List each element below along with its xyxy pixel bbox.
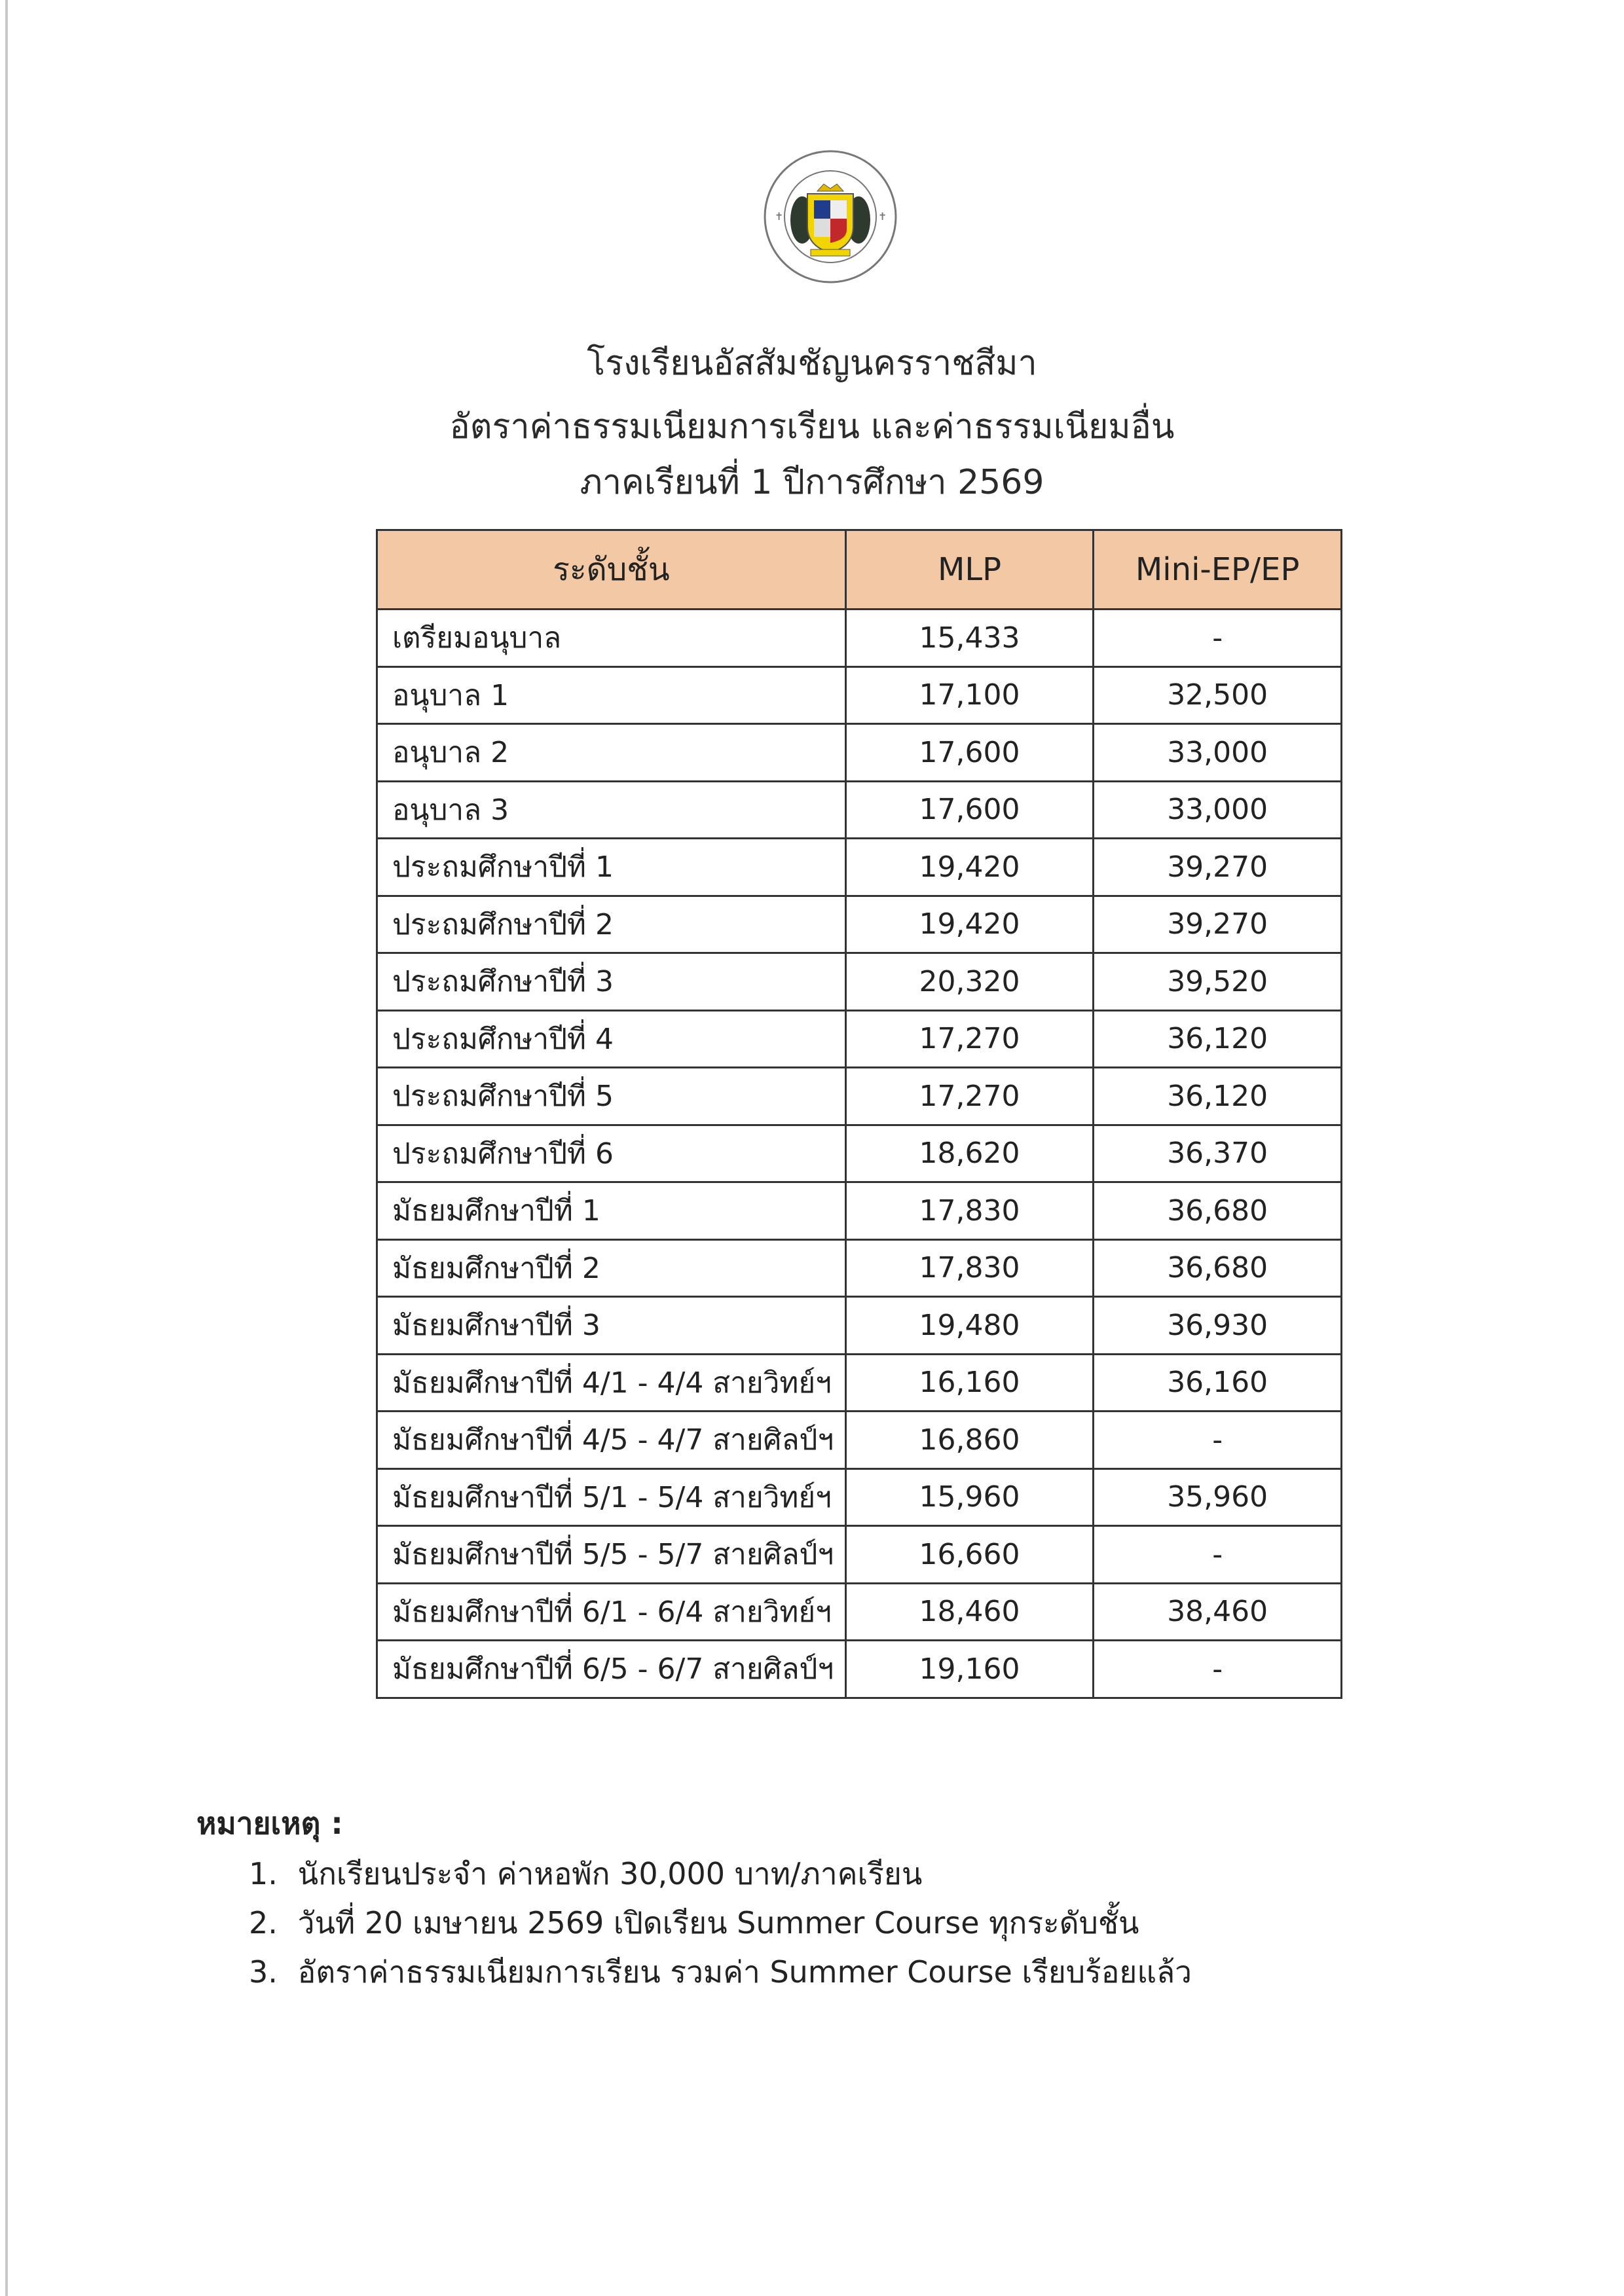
cell-mini-ep-fee: - <box>1094 1526 1342 1584</box>
note-text: อัตราค่าธรรมเนียมการเรียน รวมค่า Summer Course เรียบร้อยแล้ว <box>297 1954 1192 1990</box>
table-row <box>377 1297 1342 1355</box>
title-semester: ภาคเรียนที่ 1 ปีการศึกษา 2569 <box>580 463 1044 502</box>
fee-table <box>376 529 1342 1699</box>
cell-grade-level: มัธยมศึกษาปีที่ 6/5 - 6/7 สายศิลป์ฯ <box>377 1641 846 1698</box>
cell-grade-level: ประถมศึกษาปีที่ 4 <box>377 1010 846 1068</box>
table-header-row <box>377 530 1342 610</box>
table-row <box>377 724 1342 782</box>
cell-grade-level: ประถมศึกษาปีที่ 5 <box>377 1068 846 1125</box>
cell-grade-level: อนุบาล 3 <box>377 781 846 839</box>
school-crest-logo <box>762 148 899 285</box>
table-row <box>377 1010 1342 1068</box>
notes-section <box>196 1797 1192 1997</box>
cell-mlp-fee: 19,480 <box>845 1297 1094 1355</box>
cell-mini-ep-fee: 36,370 <box>1094 1125 1342 1182</box>
cell-mini-ep-fee: 36,930 <box>1094 1297 1342 1355</box>
table-row <box>377 781 1342 839</box>
cell-grade-level: มัธยมศึกษาปีที่ 2 <box>377 1239 846 1297</box>
table-row <box>377 1583 1342 1641</box>
cell-mlp-fee: 16,860 <box>845 1412 1094 1469</box>
table-row <box>377 1526 1342 1584</box>
cell-mini-ep-fee: 36,120 <box>1094 1068 1342 1125</box>
note-number: 2. <box>249 1905 278 1941</box>
cell-grade-level: ประถมศึกษาปีที่ 2 <box>377 896 846 953</box>
cell-mini-ep-fee: 33,000 <box>1094 724 1342 782</box>
cell-mlp-fee: 18,460 <box>845 1583 1094 1641</box>
cell-mini-ep-fee: 35,960 <box>1094 1468 1342 1526</box>
cell-mlp-fee: 16,660 <box>845 1526 1094 1584</box>
cell-mini-ep-fee: 39,270 <box>1094 839 1342 896</box>
cell-mlp-fee: 17,100 <box>845 666 1094 724</box>
note-number: 3. <box>249 1954 278 1990</box>
cell-mini-ep-fee: - <box>1094 1641 1342 1698</box>
table-row <box>377 1412 1342 1469</box>
notes-title: หมายเหตุ : <box>196 1806 343 1841</box>
table-row <box>377 1125 1342 1182</box>
cell-mlp-fee: 17,830 <box>845 1182 1094 1240</box>
cell-mlp-fee: 15,960 <box>845 1468 1094 1526</box>
cell-grade-level: มัธยมศึกษาปีที่ 5/1 - 5/4 สายวิทย์ฯ <box>377 1468 846 1526</box>
note-item <box>196 1850 1192 1899</box>
cell-mini-ep-fee: 36,680 <box>1094 1239 1342 1297</box>
cell-grade-level: มัธยมศึกษาปีที่ 1 <box>377 1182 846 1240</box>
cell-grade-level: ประถมศึกษาปีที่ 1 <box>377 839 846 896</box>
cross-left-icon: ✝ <box>775 210 784 223</box>
title-fee-heading: อัตราค่าธรรมเนียมการเรียน และค่าธรรมเนียมอื่น <box>449 407 1175 446</box>
cell-grade-level: ประถมศึกษาปีที่ 6 <box>377 1125 846 1182</box>
table-row <box>377 1239 1342 1297</box>
cell-mlp-fee: 17,600 <box>845 724 1094 782</box>
table-row <box>377 1182 1342 1240</box>
note-text: นักเรียนประจำ ค่าหอพัก 30,000 บาท/ภาคเรียน <box>297 1856 923 1891</box>
table-row <box>377 839 1342 896</box>
cell-grade-level: ประถมศึกษาปีที่ 3 <box>377 953 846 1011</box>
cell-grade-level: มัธยมศึกษาปีที่ 6/1 - 6/4 สายวิทย์ฯ <box>377 1583 846 1641</box>
table-row <box>377 610 1342 667</box>
note-number: 1. <box>249 1856 278 1891</box>
cell-mlp-fee: 19,420 <box>845 896 1094 953</box>
cell-grade-level: มัธยมศึกษาปีที่ 3 <box>377 1297 846 1355</box>
table-body <box>377 610 1342 1698</box>
header-mlp: MLP <box>845 530 1094 610</box>
header-grade-level: ระดับชั้น <box>377 530 846 610</box>
table-row <box>377 666 1342 724</box>
note-item <box>196 1899 1192 1948</box>
cell-mini-ep-fee: 39,270 <box>1094 896 1342 953</box>
cell-mini-ep-fee: 32,500 <box>1094 666 1342 724</box>
table-row <box>377 1354 1342 1412</box>
table-row <box>377 953 1342 1011</box>
cell-grade-level: มัธยมศึกษาปีที่ 4/1 - 4/4 สายวิทย์ฯ <box>377 1354 846 1412</box>
cell-mini-ep-fee: - <box>1094 1412 1342 1469</box>
cell-mlp-fee: 16,160 <box>845 1354 1094 1412</box>
cell-grade-level: อนุบาล 1 <box>377 666 846 724</box>
cell-mlp-fee: 15,433 <box>845 610 1094 667</box>
note-item <box>196 1948 1192 1997</box>
cell-grade-level: มัธยมศึกษาปีที่ 4/5 - 4/7 สายศิลป์ฯ <box>377 1412 846 1469</box>
cell-mlp-fee: 17,270 <box>845 1068 1094 1125</box>
header-mini-ep: Mini-EP/EP <box>1094 530 1342 610</box>
table-row <box>377 1641 1342 1698</box>
cell-grade-level: เตรียมอนุบาล <box>377 610 846 667</box>
cell-mlp-fee: 17,830 <box>845 1239 1094 1297</box>
cell-mini-ep-fee: 38,460 <box>1094 1583 1342 1641</box>
cell-mlp-fee: 20,320 <box>845 953 1094 1011</box>
note-text: วันที่ 20 เมษายน 2569 เปิดเรียน Summer Course ทุกระดับชั้น <box>297 1905 1139 1941</box>
cell-mini-ep-fee: 33,000 <box>1094 781 1342 839</box>
cell-grade-level: อนุบาล 2 <box>377 724 846 782</box>
cell-mlp-fee: 19,420 <box>845 839 1094 896</box>
cross-right-icon: ✝ <box>878 210 887 223</box>
cell-mlp-fee: 17,270 <box>845 1010 1094 1068</box>
table-row <box>377 1068 1342 1125</box>
title-school-name: โรงเรียนอัสสัมชัญนครราชสีมา <box>587 344 1037 383</box>
cell-mlp-fee: 19,160 <box>845 1641 1094 1698</box>
cell-mini-ep-fee: 36,120 <box>1094 1010 1342 1068</box>
cell-grade-level: มัธยมศึกษาปีที่ 5/5 - 5/7 สายศิลป์ฯ <box>377 1526 846 1584</box>
cell-mlp-fee: 17,600 <box>845 781 1094 839</box>
cell-mlp-fee: 18,620 <box>845 1125 1094 1182</box>
table-row <box>377 896 1342 953</box>
table-row <box>377 1468 1342 1526</box>
cell-mini-ep-fee: 36,160 <box>1094 1354 1342 1412</box>
cell-mini-ep-fee: 36,680 <box>1094 1182 1342 1240</box>
cell-mini-ep-fee: 39,520 <box>1094 953 1342 1011</box>
cell-mini-ep-fee: - <box>1094 610 1342 667</box>
